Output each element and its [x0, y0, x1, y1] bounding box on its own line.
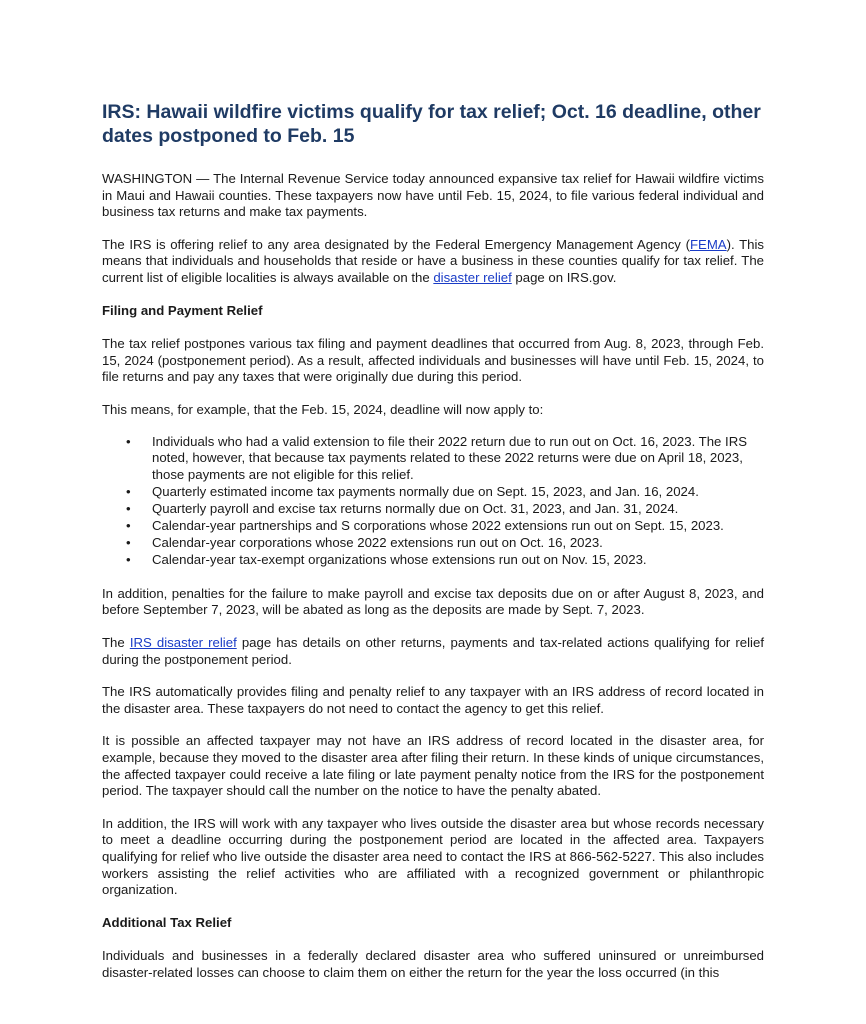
- list-item-text: Calendar-year tax-exempt organizations whose extensions run out on Nov. 15, 2023.: [152, 552, 647, 568]
- list-item-text: Quarterly estimated income tax payments normally due on Sept. 15, 2023, and Jan. 16, 2024.: [152, 483, 699, 499]
- paragraph-irs-disaster-relief: [102, 635, 764, 668]
- paragraph-penalties: In addition, penalties for the failure to make payroll and excise tax deposits due on or after August 8, 2023, and before September 7, 2023, will be abated as long as the deposits are made by Sept. 7, 2023.: [102, 585, 764, 618]
- text-segment: page has details on other returns, payments and tax-related actions qualifying for relief during the postponement period.: [102, 634, 764, 667]
- bullet: •: [126, 500, 131, 516]
- fema-link[interactable]: FEMA: [689, 236, 727, 252]
- bullet: •: [126, 535, 131, 551]
- paragraph-postponement: The tax relief postpones various tax filing and payment deadlines that occurred from Aug. 8, 2023, through Feb. 15, 2024 (postponement period). As a result, affected individuals and businesses will have until Feb. 15, 2024, to file returns and pay any taxes that were originally due during this period.: [102, 336, 764, 385]
- disaster-relief-link[interactable]: disaster relief: [433, 269, 512, 285]
- list-item: [102, 535, 764, 552]
- list-item-text: Calendar-year partnerships and S corporations whose 2022 extensions run out on Sept. 15, 2023.: [152, 518, 724, 533]
- irs-disaster-relief-link[interactable]: IRS disaster relief: [129, 634, 237, 650]
- article-body: [102, 100, 764, 997]
- bullet: •: [126, 483, 131, 499]
- list-item: [102, 518, 764, 535]
- paragraph-address-of-record: It is possible an affected taxpayer may not have an IRS address of record located in the disaster area, for example, because they moved to the disaster area after filing their return. In these kinds of unique circumstances, the affected taxpayer could receive a late filing or late payment penalty notice from the IRS for the postponement period. The taxpayer should call the number on the notice to have the penalty abated.: [102, 733, 764, 799]
- bullet: •: [126, 518, 131, 533]
- list-item-text: Individuals who had a valid extension to file their 2022 return due to run out on Oct. 16, 2023. The IRS noted, however, that because tax payments related to these 2022 returns were due on April 18, 2023, those payments are not eligible for this relief.: [152, 433, 748, 482]
- paragraph-deadline-applies: This means, for example, that the Feb. 15, 2024, deadline will now apply to:: [102, 401, 544, 417]
- paragraph-losses: Individuals and businesses in a federally declared disaster area who suffered uninsured or unreimbursed disaster-related losses can choose to claim them on either the return for the year the loss occurred (in this: [102, 948, 764, 980]
- heading-additional-tax-relief: Additional Tax Relief: [102, 914, 232, 930]
- paragraph-fema: [102, 237, 764, 287]
- paragraph-intro: WASHINGTON — The Internal Revenue Service today announced expansive tax relief for Hawaii wildfire victims in Maui and Hawaii counties. These taxpayers now have until Feb. 15, 2024, to file various federal individual and business tax returns and make tax payments.: [102, 171, 764, 220]
- text-segment: The IRS is offering relief to any area designated by the Federal Emergency Management Agency (: [102, 236, 690, 252]
- deadline-list: [102, 434, 764, 569]
- list-item: [102, 501, 764, 518]
- paragraph-automatic-relief: The IRS automatically provides filing and penalty relief to any taxpayer with an IRS address of record located in the disaster area. These taxpayers do not need to contact the agency to get this relief.: [102, 684, 764, 716]
- heading-filing-payment-relief: Filing and Payment Relief: [102, 302, 263, 318]
- text-segment: page on IRS.gov.: [511, 269, 617, 285]
- list-item-text: Calendar-year corporations whose 2022 extensions run out on Oct. 16, 2023.: [152, 535, 603, 551]
- text-segment: The: [102, 634, 130, 650]
- bullet: •: [126, 433, 131, 449]
- list-item: [102, 484, 764, 501]
- list-item: [102, 434, 764, 484]
- list-item-text: Quarterly payroll and excise tax returns normally due on Oct. 31, 2023, and Jan. 31, 2024.: [152, 500, 679, 516]
- text-segment: ). This means that individuals and households that reside or have a business in these counties qualify for tax relief. The current list of eligible localities is always available on the: [102, 236, 765, 285]
- bullet: •: [126, 552, 131, 568]
- paragraph-outside-area: In addition, the IRS will work with any taxpayer who lives outside the disaster area but whose records necessary to meet a deadline occurring during the postponement period are located in the affected area. Taxpayers qualifying for relief who live outside the disaster area need to contact the IRS at 866-562-5227. This also includes workers assisting the relief activities who are affiliated with a recognized government or philanthropic organization.: [102, 815, 764, 898]
- article-title: IRS: Hawaii wildfire victims qualify for tax relief; Oct. 16 deadline, other dates postponed to Feb. 15: [102, 101, 761, 147]
- list-item: [102, 552, 764, 569]
